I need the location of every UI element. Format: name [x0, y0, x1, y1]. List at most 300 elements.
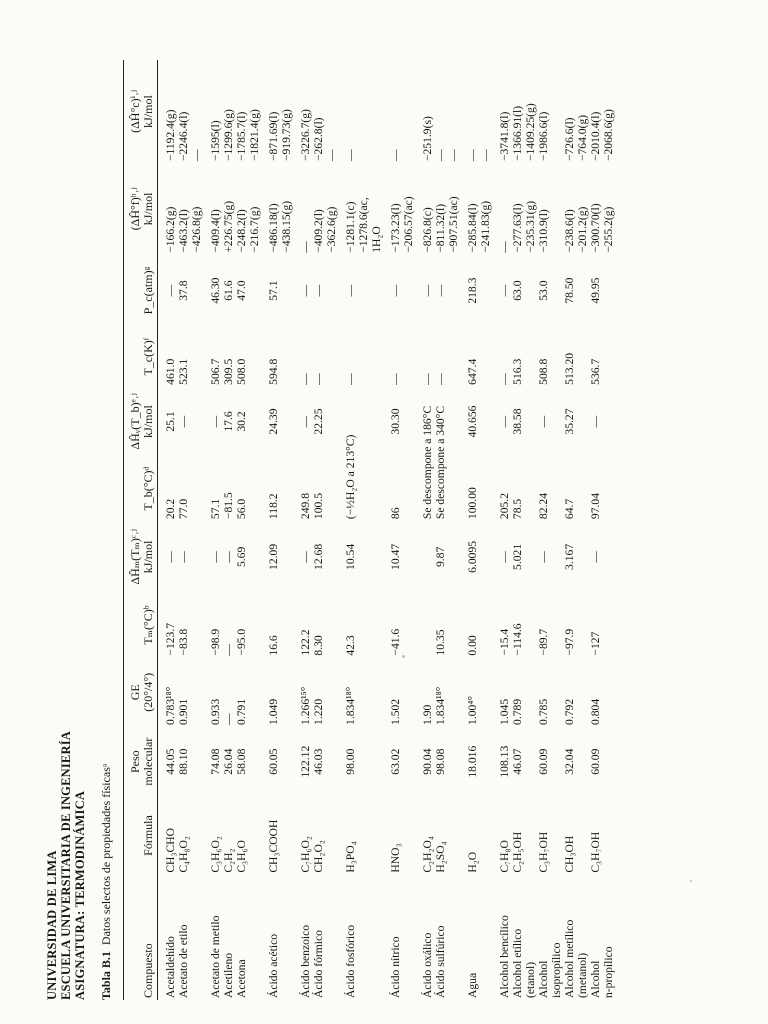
- compound-cell: Acetaldehído: [164, 936, 177, 998]
- critical-temperature-cell: —: [344, 373, 357, 385]
- table-row: [370, 60, 383, 1000]
- table-header-row: [125, 60, 158, 1000]
- critical-pressure-cell: 63.0: [511, 280, 524, 301]
- critical-pressure-cell: 47.0: [235, 280, 248, 301]
- boiling-point-cell: 97.04: [589, 493, 602, 520]
- formula-cell: [447, 796, 460, 874]
- heat-melting-cell: [447, 521, 460, 593]
- boiling-point-cell: Se descompone a 340°C: [434, 405, 447, 520]
- critical-pressure-cell: [370, 255, 383, 327]
- compound-cell: Acetileno: [222, 952, 235, 998]
- heat-melting-cell: [280, 521, 293, 593]
- molecular-weight-cell: [357, 727, 370, 796]
- table-row: [550, 60, 563, 1000]
- melting-point-cell: 42.3: [344, 635, 357, 656]
- formula-cell: [602, 796, 615, 874]
- compound-cell: Ácido acético: [267, 933, 280, 998]
- specific-gravity-cell: [370, 658, 383, 727]
- specific-gravity-cell: 0.804: [589, 698, 602, 725]
- compound-cell: Alcohol: [537, 960, 550, 998]
- melting-point-cell: [325, 593, 338, 658]
- critical-temperature-cell: 647.4: [466, 358, 479, 385]
- critical-temperature-cell: —: [299, 373, 312, 385]
- compound-cell: Ácido nítrico: [389, 936, 402, 998]
- heat-combustion-cell: [357, 60, 370, 163]
- molecular-weight-cell: 44.05: [164, 748, 177, 775]
- table-row: [280, 60, 293, 1000]
- molecular-weight-cell: 46.03: [312, 748, 325, 775]
- melting-point-cell: −98.9: [209, 628, 222, 656]
- formula-cell: C₇H₆O₂: [299, 836, 312, 873]
- table-row: [338, 60, 357, 1000]
- heat-combustion-cell: −1366.91(l): [511, 105, 524, 162]
- critical-pressure-cell: 218.3: [466, 277, 479, 304]
- heat-vaporization-cell: [524, 387, 537, 456]
- heat-vaporization-cell: [602, 387, 615, 456]
- heat-formation-cell: −907.51(ac): [447, 196, 460, 253]
- molecular-weight-cell: 122.12: [299, 745, 312, 778]
- compound-cell: Acetona: [235, 959, 248, 998]
- boiling-point-cell: [602, 456, 615, 521]
- compound-cell: Ácido fosfórico: [344, 924, 357, 998]
- heat-vaporization-cell: 30.30: [389, 408, 402, 435]
- heat-melting-cell: [402, 521, 415, 593]
- heat-combustion-cell: —: [190, 149, 203, 162]
- formula-cell: CH₃CHO: [164, 828, 177, 873]
- molecular-weight-cell: 46.07: [511, 748, 524, 775]
- formula-cell: CH₃COOH: [267, 819, 280, 873]
- critical-pressure-cell: 46.30: [209, 277, 222, 304]
- heat-vaporization-cell: [550, 387, 563, 456]
- heat-vaporization-cell: —: [589, 415, 602, 428]
- heat-melting-cell: —: [498, 551, 511, 563]
- critical-pressure-cell: [479, 255, 492, 327]
- formula-cell: C₃H₆O: [235, 840, 248, 873]
- boiling-point-cell: 118.2: [267, 493, 280, 520]
- heat-formation-cell: −438.15(g): [280, 200, 293, 253]
- heat-vaporization-cell: 25.1: [164, 411, 177, 432]
- critical-temperature-cell: —: [389, 373, 402, 385]
- compound-cell: [479, 875, 492, 1000]
- compound-cell: [280, 875, 293, 1000]
- heat-melting-cell: 12.68: [312, 543, 325, 570]
- heat-melting-cell: [550, 521, 563, 593]
- boiling-point-cell: 20.2: [164, 498, 177, 520]
- heat-combustion-cell: −3226.7(g): [299, 109, 312, 162]
- molecular-weight-cell: [576, 727, 589, 796]
- table-row: [248, 60, 261, 1000]
- heat-melting-cell: 6.0095: [466, 540, 479, 573]
- formula-cell: H₃PO₄: [344, 841, 357, 873]
- critical-pressure-cell: —: [312, 284, 325, 297]
- header-university: UNIVERSIDAD DE LIMA: [45, 850, 59, 1000]
- specific-gravity-cell: 1.834¹⁸°: [434, 686, 447, 725]
- table-row: [357, 60, 370, 1000]
- critical-temperature-cell: 461.0: [164, 358, 177, 385]
- heat-vaporization-cell: —: [498, 415, 511, 428]
- heat-melting-cell: [479, 521, 492, 593]
- critical-pressure-cell: [602, 255, 615, 327]
- critical-temperature-cell: 309.5: [222, 358, 235, 385]
- critical-pressure-cell: —: [344, 284, 357, 297]
- heat-vaporization-cell: —: [299, 415, 312, 428]
- critical-temperature-cell: —: [498, 373, 511, 385]
- heat-melting-cell: 5.69: [235, 546, 248, 568]
- compound-cell: (metanol): [576, 952, 589, 998]
- table-row: [602, 60, 615, 1000]
- critical-pressure-cell: 78.50: [563, 277, 576, 304]
- molecular-weight-cell: [550, 727, 563, 796]
- boiling-point-cell: (−½H₂O a 213°C): [344, 434, 357, 520]
- melting-point-cell: −83.8: [177, 628, 190, 656]
- specific-gravity-cell: 0.792: [563, 698, 576, 725]
- heat-formation-cell: −248.2(l): [235, 209, 248, 253]
- heat-formation-cell: −277.63(l): [511, 203, 524, 253]
- heat-combustion-cell: −726.6(l): [563, 117, 576, 162]
- heat-vaporization-cell: [447, 387, 460, 456]
- compound-cell: (etanol): [524, 961, 537, 998]
- boiling-point-cell: [357, 456, 370, 521]
- melting-point-cell: [280, 593, 293, 658]
- melting-point-cell: —: [222, 644, 235, 656]
- critical-temperature-cell: —: [421, 373, 434, 385]
- heat-formation-cell: −206.57(ac): [402, 196, 415, 253]
- melting-point-cell: 0.00: [466, 635, 479, 656]
- critical-temperature-cell: [280, 326, 293, 386]
- boiling-point-cell: [550, 456, 563, 521]
- melting-point-cell: 16.6: [267, 635, 280, 656]
- critical-temperature-cell: [602, 326, 615, 386]
- table-row: [434, 60, 447, 1000]
- critical-temperature-cell: [524, 326, 537, 386]
- critical-pressure-cell: [248, 255, 261, 327]
- compound-cell: Ácido oxálico: [421, 932, 434, 998]
- specific-gravity-cell: 0.933: [209, 698, 222, 725]
- compound-cell: Acetato de etilo: [177, 924, 190, 998]
- col-formula: Fórmula: [141, 815, 155, 856]
- specific-gravity-cell: 0.785: [537, 698, 550, 725]
- molecular-weight-cell: [248, 727, 261, 796]
- heat-vaporization-cell: [370, 387, 383, 456]
- heat-melting-cell: [357, 521, 370, 593]
- table-row: [537, 60, 550, 1000]
- critical-temperature-cell: —: [434, 373, 447, 385]
- heat-melting-cell: —: [589, 551, 602, 563]
- specific-gravity-cell: 1.834¹⁸°: [344, 686, 357, 725]
- critical-temperature-cell: 508.0: [235, 358, 248, 385]
- rotated-page: [45, 40, 755, 1000]
- heat-combustion-cell: [370, 60, 383, 163]
- melting-point-cell: [550, 593, 563, 658]
- heat-vaporization-cell: [190, 387, 203, 456]
- melting-point-cell: 8.30: [312, 635, 325, 656]
- formula-cell: H₂SO₄: [434, 841, 447, 873]
- heat-vaporization-cell: —: [537, 415, 550, 428]
- heat-melting-cell: —: [164, 551, 177, 563]
- molecular-weight-cell: [524, 727, 537, 796]
- heat-formation-cell: −285.84(l): [466, 203, 479, 253]
- compound-cell: Alcohol etílico: [511, 928, 524, 998]
- heat-melting-cell: —: [222, 551, 235, 563]
- formula-cell: C₂H₂: [222, 848, 235, 873]
- boiling-point-cell: 77.0: [177, 498, 190, 520]
- boiling-point-cell: 64.7: [563, 498, 576, 520]
- heat-melting-cell: [325, 521, 338, 593]
- table-caption: [99, 764, 114, 1000]
- molecular-weight-cell: 26.04: [222, 748, 235, 775]
- formula-cell: C₂H₅OH: [511, 831, 524, 873]
- critical-pressure-cell: [447, 255, 460, 327]
- critical-pressure-cell: 37.8: [177, 280, 190, 301]
- heat-melting-cell: [190, 521, 203, 593]
- formula-cell: HNO₃: [389, 843, 402, 873]
- compound-cell: Agua: [466, 972, 479, 998]
- specific-gravity-cell: [602, 658, 615, 727]
- heat-vaporization-cell: 38.58: [511, 408, 524, 435]
- heat-vaporization-cell: [479, 387, 492, 456]
- heat-formation-cell: −173.23(l): [389, 203, 402, 253]
- critical-pressure-cell: —: [421, 284, 434, 297]
- heat-combustion-cell: −3741.8(l): [498, 111, 511, 162]
- formula-cell: H₂O: [466, 851, 479, 873]
- table-row: [293, 60, 312, 1000]
- compound-cell: Alcohol bencílico: [498, 915, 511, 998]
- table-body: [158, 60, 615, 1000]
- critical-pressure-cell: 53.0: [537, 280, 550, 301]
- molecular-weight-cell: 32.04: [563, 748, 576, 775]
- critical-temperature-cell: 594.8: [267, 358, 280, 385]
- critical-pressure-cell: —: [498, 284, 511, 297]
- formula-cell: [280, 796, 293, 874]
- critical-pressure-cell: [402, 255, 415, 327]
- heat-vaporization-cell: 35.27: [563, 408, 576, 435]
- heat-vaporization-cell: 17.6: [222, 411, 235, 432]
- heat-formation-cell: 1H₂O: [370, 226, 383, 253]
- critical-temperature-cell: —: [312, 373, 325, 385]
- molecular-weight-cell: [447, 727, 460, 796]
- molecular-weight-cell: 60.09: [537, 748, 550, 775]
- melting-point-cell: [402, 593, 415, 658]
- formula-cell: [550, 796, 563, 874]
- table-row: [325, 60, 338, 1000]
- melting-point-cell: [479, 593, 492, 658]
- specific-gravity-cell: [280, 658, 293, 727]
- institution-header: [45, 60, 87, 1000]
- heat-formation-cell: −300.70(l): [589, 203, 602, 253]
- heat-combustion-cell: —: [389, 149, 402, 162]
- heat-vaporization-cell: [248, 387, 261, 456]
- table-row: [479, 60, 492, 1000]
- molecular-weight-cell: 108.13: [498, 745, 511, 778]
- critical-temperature-cell: 523.1: [177, 358, 190, 385]
- molecular-weight-cell: 88.10: [177, 748, 190, 775]
- boiling-point-cell: 249.8: [299, 493, 312, 520]
- critical-pressure-cell: [524, 255, 537, 327]
- critical-temperature-cell: [550, 326, 563, 386]
- table-row: [222, 60, 235, 1000]
- heat-formation-cell: −201.2(g): [576, 206, 589, 253]
- heat-formation-cell: −826.8(c): [421, 207, 434, 253]
- critical-pressure-cell: —: [164, 284, 177, 297]
- molecular-weight-cell: 98.00: [344, 748, 357, 775]
- boiling-point-cell: 100.5: [312, 493, 325, 520]
- boiling-point-cell: 82.24: [537, 493, 550, 520]
- formula-cell: C₄H₈O₂: [177, 836, 190, 873]
- heat-melting-cell: [415, 521, 434, 593]
- table-row: [190, 60, 203, 1000]
- melting-point-cell: [357, 593, 370, 658]
- formula-cell: C₇H₈O: [498, 840, 511, 873]
- table-row: [235, 60, 248, 1000]
- table-row: [460, 60, 479, 1000]
- molecular-weight-cell: [402, 727, 415, 796]
- molecular-weight-cell: [602, 727, 615, 796]
- boiling-point-cell: [190, 456, 203, 521]
- critical-pressure-cell: 49.95: [589, 277, 602, 304]
- heat-melting-cell: [602, 521, 615, 593]
- specific-gravity-cell: [357, 658, 370, 727]
- header-school: ESCUELA UNIVERSITARIA DE INGENIERÍA: [59, 731, 73, 1000]
- critical-pressure-cell: —: [434, 284, 447, 297]
- melting-point-cell: −123.7: [164, 622, 177, 656]
- heat-melting-cell: 3.167: [563, 543, 576, 570]
- molecular-weight-cell: 60.09: [589, 748, 602, 775]
- heat-vaporization-cell: 22.25: [312, 408, 325, 435]
- compound-cell: [370, 875, 383, 1000]
- heat-combustion-cell: —: [434, 149, 447, 162]
- boiling-point-cell: −81.5: [222, 492, 235, 520]
- heat-formation-cell: −1278.6(ac,: [357, 197, 370, 253]
- heat-melting-cell: 9.87: [434, 546, 447, 568]
- specific-gravity-cell: [479, 658, 492, 727]
- molecular-weight-cell: 58.08: [235, 748, 248, 775]
- heat-combustion-cell: −2246.4(l): [177, 111, 190, 162]
- molecular-weight-cell: 18.016: [466, 745, 479, 778]
- critical-pressure-cell: [280, 255, 293, 327]
- compound-cell: [248, 875, 261, 1000]
- specific-gravity-cell: 0.783¹⁸°: [164, 686, 177, 725]
- formula-cell: [576, 796, 589, 874]
- compound-cell: Alcohol metílico: [563, 919, 576, 998]
- critical-temperature-cell: [325, 326, 338, 386]
- melting-point-cell: 10.35: [434, 629, 447, 656]
- boiling-point-cell: [524, 456, 537, 521]
- heat-formation-cell: −409.2(l): [312, 209, 325, 253]
- formula-cell: [190, 796, 203, 874]
- col-molecular-weight: Peso molecular: [128, 737, 155, 786]
- critical-pressure-cell: 57.1: [267, 280, 280, 301]
- heat-combustion-cell: −1785.7(l): [235, 111, 248, 162]
- specific-gravity-cell: [325, 658, 338, 727]
- heat-combustion-cell: —: [344, 149, 357, 162]
- compound-cell: [190, 875, 203, 1000]
- molecular-weight-cell: 74.08: [209, 748, 222, 775]
- heat-combustion-cell: —: [447, 149, 460, 162]
- melting-point-cell: [415, 593, 434, 658]
- col-critical-pressure: P_c(atm)ᵍ: [141, 266, 155, 315]
- heat-vaporization-cell: —: [209, 415, 222, 428]
- compound-cell: Alcohol: [589, 960, 602, 998]
- heat-formation-cell: −310.9(l): [537, 209, 550, 253]
- heat-formation-cell: —: [498, 241, 511, 253]
- heat-combustion-cell: −262.8(l): [312, 117, 325, 162]
- boiling-point-cell: 57.1: [209, 498, 222, 520]
- boiling-point-cell: [370, 456, 383, 521]
- heat-melting-cell: —: [177, 551, 190, 563]
- heat-vaporization-cell: —: [177, 415, 190, 428]
- top-rule: [123, 60, 124, 1000]
- heat-combustion-cell: −1986.6(l): [537, 111, 550, 162]
- compound-cell: Ácido fórmico: [312, 930, 325, 998]
- boiling-point-cell: [576, 456, 589, 521]
- heat-formation-cell: −409.4(l): [209, 209, 222, 253]
- boiling-point-cell: [447, 456, 460, 521]
- heat-formation-cell: −362.6(g): [325, 206, 338, 253]
- heat-combustion-cell: —: [325, 149, 338, 162]
- heat-formation-cell: −166.2(g): [164, 206, 177, 253]
- heat-melting-cell: —: [209, 551, 222, 563]
- melting-point-cell: −89.7: [537, 628, 550, 656]
- col-critical-temperature: T_c(K)ᶠ: [141, 337, 155, 376]
- specific-gravity-cell: 0.791: [235, 698, 248, 725]
- melting-point-cell: [190, 593, 203, 658]
- compound-cell: [447, 875, 460, 1000]
- heat-combustion-cell: —: [466, 149, 479, 162]
- heat-formation-cell: −255.2(g): [602, 206, 615, 253]
- critical-pressure-cell: [190, 255, 203, 327]
- boiling-point-cell: 78.5: [511, 498, 524, 520]
- molecular-weight-cell: [190, 727, 203, 796]
- critical-temperature-cell: 536.7: [589, 358, 602, 385]
- molecular-weight-cell: [370, 727, 383, 796]
- heat-combustion-cell: −1299.6(g): [222, 109, 235, 162]
- heat-vaporization-cell: [576, 387, 589, 456]
- specific-gravity-cell: 1.045: [498, 698, 511, 725]
- boiling-point-cell: [479, 456, 492, 521]
- specific-gravity-cell: [190, 658, 203, 727]
- critical-temperature-cell: [576, 326, 589, 386]
- heat-melting-cell: [370, 521, 383, 593]
- critical-temperature-cell: [402, 326, 415, 386]
- heat-formation-cell: −216.7(g): [248, 206, 261, 253]
- melting-point-cell: −41.6: [389, 628, 402, 656]
- specific-gravity-cell: [550, 658, 563, 727]
- formula-cell: [524, 796, 537, 874]
- heat-combustion-cell: −1821.4(g): [248, 109, 261, 162]
- critical-pressure-cell: 61.6: [222, 280, 235, 301]
- heat-melting-cell: [248, 521, 261, 593]
- col-heat-vaporization: ΔĤᵥ(T_b)ᵉ˒ʲ kJ/mol: [128, 393, 155, 450]
- melting-point-cell: [248, 593, 261, 658]
- critical-temperature-cell: [370, 326, 383, 386]
- melting-point-cell: [524, 593, 537, 658]
- table-row: [492, 60, 511, 1000]
- heat-melting-cell: 5.021: [511, 543, 524, 570]
- heat-vaporization-cell: [402, 387, 415, 456]
- critical-temperature-cell: [447, 326, 460, 386]
- heat-melting-cell: 12.09: [267, 543, 280, 570]
- table-label: Tabla B.1: [99, 951, 113, 1000]
- critical-pressure-cell: [550, 255, 563, 327]
- col-compound: Compuesto: [141, 943, 155, 998]
- heat-melting-cell: 10.47: [389, 543, 402, 570]
- molecular-weight-cell: 63.02: [389, 748, 402, 775]
- heat-formation-cell: −486.18(l): [267, 203, 280, 253]
- melting-point-cell: [602, 593, 615, 658]
- table-row: [524, 60, 537, 1000]
- compound-cell: Acetato de metilo: [209, 915, 222, 998]
- specific-gravity-cell: [447, 658, 460, 727]
